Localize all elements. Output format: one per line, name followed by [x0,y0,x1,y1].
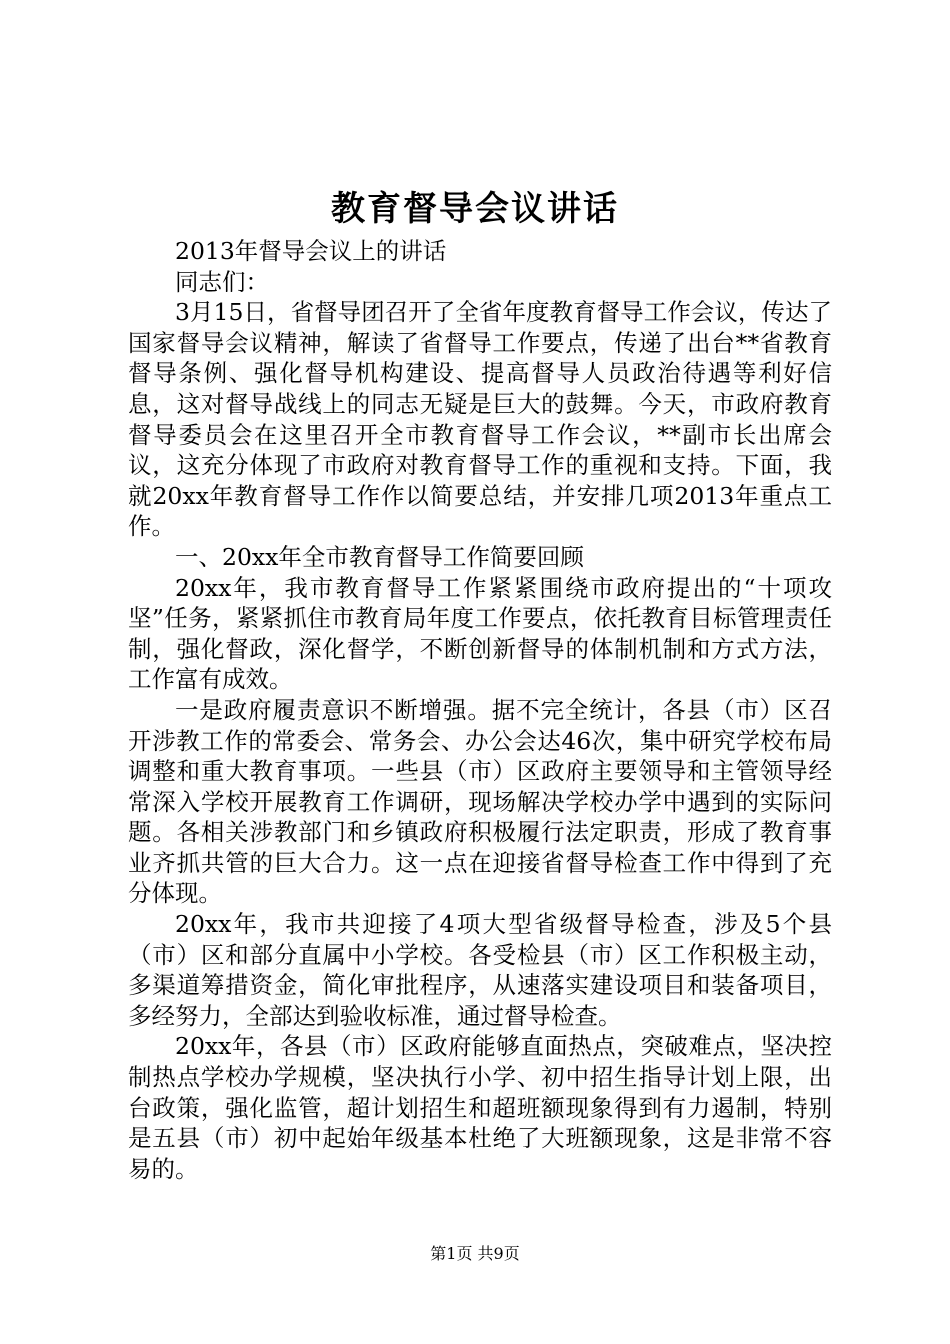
paragraph-greeting: 同志们： [175,267,269,296]
paragraph-heading: 2013年督导会议上的讲话 [175,237,447,265]
document-title: 教育督导会议讲话 [331,189,619,229]
paragraph-class-size: 20xx年，各县（市）区政府能够直面热点，突破难点，坚决控制热点学校办学规模，坚决执行小学、初中招生指导计划上限，出台政策，强化监管，超计划招生和超班额现象得到有力遏制，特别是五县（市）初中起始年级基本杜绝了大班额现象，这是非常不容易的。 [128,1032,832,1183]
page-number-footer: 第1页 共9页 [430,1244,520,1263]
section-heading-review: 一、20xx年全市教育督导工作简要回顾 [175,542,584,571]
paragraph-point-one: 一是政府履责意识不断增强。据不完全统计，各县（市）区召开涉教工作的常委会、常务会、办公会达46次，集中研究学校布局调整和重大教育事项。一些县（市）区政府主要领导和主管领导经常深入学校开展教育工作调研，现场解决学校办学中遇到的实际问题。各相关涉教部门和乡镇政府积极履行法定职责，形成了教育事业齐抓共管的巨大合力。这一点在迎接省督导检查工作中得到了充分体现。 [128,695,832,908]
paragraph-summary: 20xx年，我市教育督导工作紧紧围绕市政府提出的“十项攻坚”任务，紧紧抓住市教育局年度工作要点，依托教育目标管理责任制，强化督政，深化督学，不断创新督导的体制机制和方式方法，工作富有成效。 [128,573,832,694]
paragraph-intro: 3月15日，省督导团召开了全省年度教育督导工作会议，传达了国家督导会议精神，解读了省督导工作要点，传递了出台**省教育督导条例、强化督导机构建设、提高督导人员政治待遇等利好信息，这对督导战线上的同志无疑是巨大的鼓舞。今天，市政府教育督导委员会在这里召开全市教育督导工作会议，**副市长出席会议，这充分体现了市政府对教育督导工作的重视和支持。下面，我就20xx年教育督导工作作以简要总结，并安排几项2013年重点工作。 [128,298,832,541]
document-body [128,236,832,1184]
paragraph-inspections: 20xx年，我市共迎接了4项大型省级督导检查，涉及5个县（市）区和部分直属中小学校。各受检县（市）区工作积极主动，多渠道筹措资金，简化审批程序，从速落实建设项目和装备项目，多经努力，全部达到验收标准，通过督导检查。 [128,910,832,1030]
